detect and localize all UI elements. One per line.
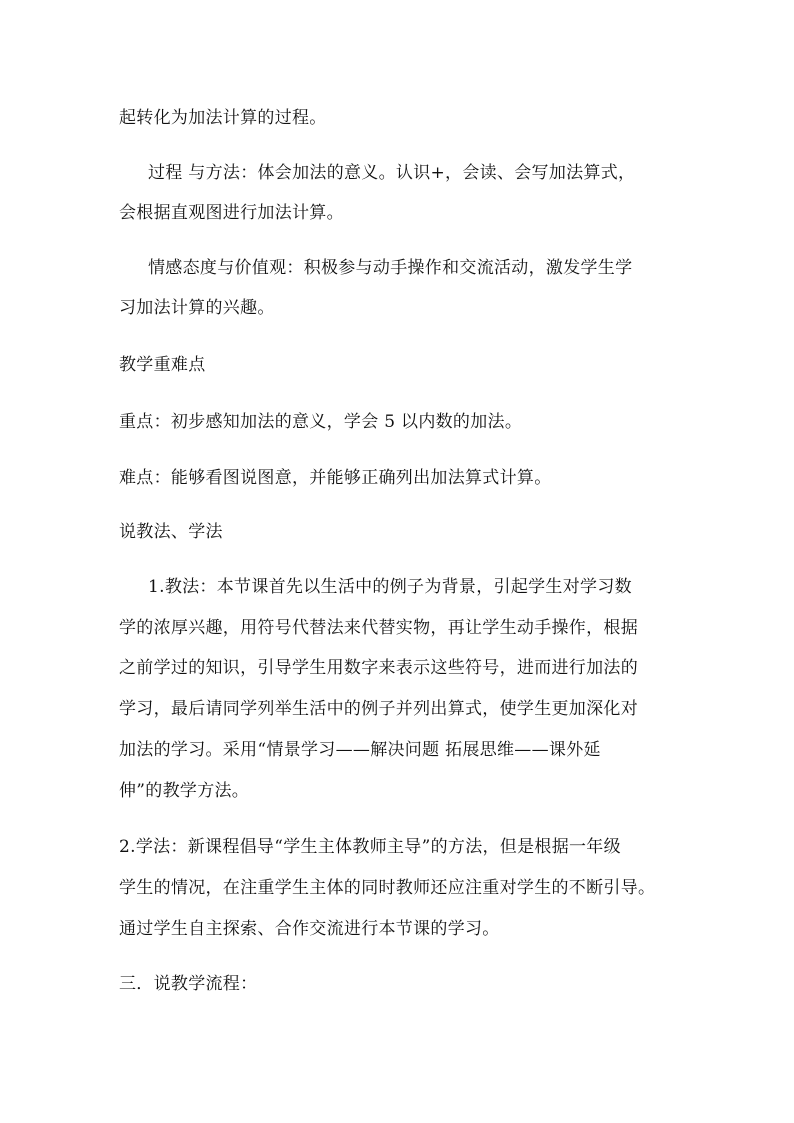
- paragraph-line: 难点：能够看图说图意，并能够正确列出加法算式计算。: [119, 468, 552, 488]
- paragraph-line: 学的浓厚兴趣，用符号代替法来代替实物，再让学生动手操作，根据: [119, 618, 638, 638]
- section-heading: 教学重难点: [119, 355, 206, 375]
- paragraph-line: 过程 与方法：体会加法的意义。认识+，会读、会写加法算式，: [148, 163, 636, 183]
- paragraph-line: 学习，最后请同学列举生活中的例子并列出算式，使学生更加深化对: [119, 699, 638, 719]
- paragraph-line: 学生的情况，在注重学生主体的同时教师还应注重对学生的不断引导。: [119, 878, 656, 898]
- paragraph-line: 1.教法：本节课首先以生活中的例子为背景，引起学生对学习数: [148, 577, 632, 597]
- paragraph-line: 加法的学习。采用“情景学习——解决问题 拓展思维——课外延: [119, 740, 601, 760]
- section-heading: 说教法、学法: [119, 522, 223, 542]
- paragraph-line: 情感态度与价值观：积极参与动手操作和交流活动，激发学生学: [148, 258, 633, 278]
- paragraph-line: 2.学法：新课程倡导“学生主体教师主导”的方法，但是根据一年级: [119, 837, 621, 857]
- paragraph-line: 之前学过的知识，引导学生用数字来表示这些符号，进而进行加法的: [119, 658, 638, 678]
- paragraph-line: 习加法计算的兴趣。: [119, 298, 275, 318]
- paragraph-line: 伸”的教学方法。: [119, 781, 250, 801]
- paragraph-line: 会根据直观图进行加法计算。: [119, 203, 344, 223]
- section-heading: 三．说教学流程：: [119, 974, 258, 994]
- paragraph-line: 起转化为加法计算的过程。: [119, 108, 327, 128]
- paragraph-line: 重点：初步感知加法的意义，学会 5 以内数的加法。: [119, 412, 523, 432]
- paragraph-line: 通过学生自主探索、合作交流进行本节课的学习。: [119, 919, 500, 939]
